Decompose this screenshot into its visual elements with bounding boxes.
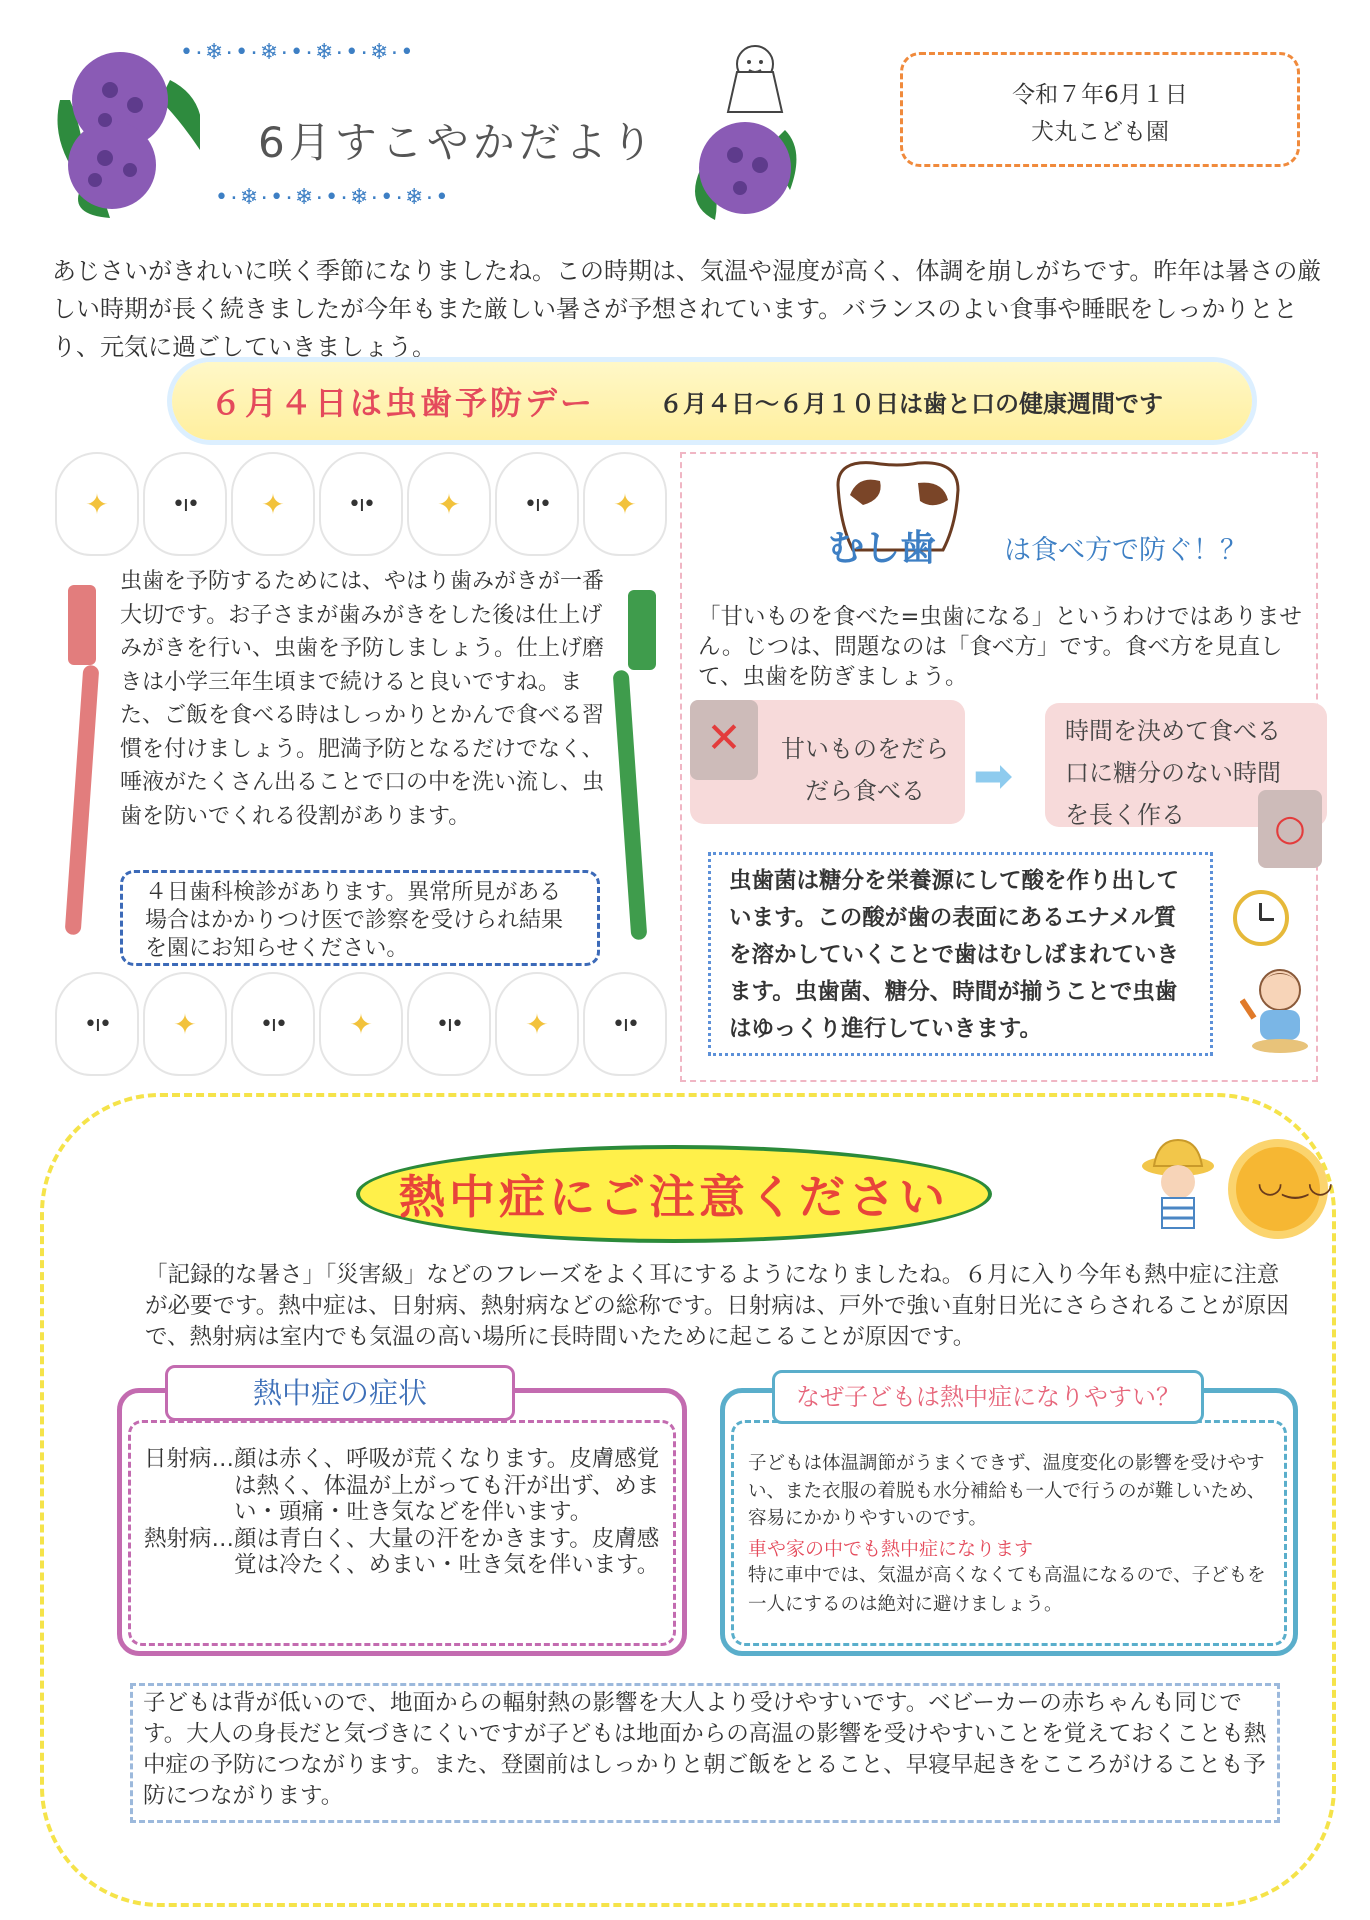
- tooth-face-icon: •ı•: [407, 972, 491, 1076]
- tooth-sparkle-icon: ✦: [319, 972, 403, 1076]
- circle-mark-icon: ○: [1258, 790, 1322, 868]
- cross-mark-icon: ✕: [690, 700, 758, 780]
- clock-hand-icon: [1260, 918, 1274, 921]
- school-name: 犬丸こども園: [1031, 119, 1169, 145]
- good-habit-line-3: を長く作る: [1065, 801, 1185, 829]
- tooth-sparkle-icon: ✦: [55, 452, 139, 556]
- rain-decoration-bottom: •٠❄٠•٠❄٠•٠❄٠•٠❄٠•: [215, 185, 449, 210]
- good-habit-line-2: 口に糖分のない時間: [1065, 759, 1281, 787]
- symptoms-list: [144, 1446, 664, 1579]
- child-eating-icon: [1240, 960, 1310, 1055]
- symptoms-title: 熱中症の症状: [165, 1365, 515, 1421]
- dental-banner: [172, 362, 1252, 440]
- dental-checkup-notice: ４日歯科検診があります。異常所見がある場合はかかりつけ医で診察を受けられ結果を園にお知らせください。: [120, 870, 600, 966]
- bad-habit-text: 甘いものをだらだら食べる: [781, 735, 949, 805]
- rain-decoration-top: •٠❄٠•٠❄٠•٠❄٠•٠❄٠•: [180, 40, 414, 65]
- brushing-paragraph: 虫歯を予防するためには、やはり歯みがきが一番大切です。お子さまが歯みがきをした後は仕上げみがきを行い、虫歯を予防しましょう。仕上げ磨きは小学三年生頃まで続けると良いですね。また、ご飯を食べる時はしっかりとかんで食べる習慣を付けましょう。肥満予防となるだけでなく、唾液がたくさん出ることで口の中を洗い流し、虫歯を防いでくれる役割があります。: [120, 569, 605, 829]
- why-children-title: なぜ子どもは熱中症になりやすい？: [772, 1370, 1204, 1424]
- banner-subtitle: ６月４日〜６月１０日は歯と口の健康週間です: [659, 389, 1164, 418]
- symptom-row-sunstroke: [144, 1446, 664, 1526]
- symptom-term: 熱射病…: [144, 1525, 235, 1552]
- tooth-face-icon: •ı•: [55, 972, 139, 1076]
- eating-habits-paragraph: 「甘いものを食べた=虫歯になる」というわけではありません。じつは、問題なのは「食べ方」です。食べ方を見直して、虫歯を防ぎましょう。: [698, 604, 1302, 690]
- arrow-right-icon: ➡: [973, 748, 1014, 804]
- tooth-face-icon: •ı•: [231, 972, 315, 1076]
- issue-date: 令和７年6月１日: [1012, 82, 1188, 108]
- tooth-sparkle-icon: ✦: [143, 972, 227, 1076]
- intro-paragraph: あじさいがきれいに咲く季節になりましたね。この時期は、気温や湿度が高く、体調を崩しがちです。昨年は暑さの厳しい時期が長く続きましたが今年もまた厳しい暑さが予想されています。バランスのよい食事や睡眠をしっかりととり、元気に過ごしていきましょう。: [52, 257, 1322, 361]
- tooth-sparkle-icon: ✦: [407, 452, 491, 556]
- hydrangea-left-icon: [50, 40, 200, 220]
- toothbrush-green-head-icon: [628, 590, 656, 670]
- tooth-face-icon: •ı•: [495, 452, 579, 556]
- child-in-hat-icon: [1138, 1138, 1218, 1248]
- good-habit-line-1: 時間を決めて食べる: [1065, 717, 1281, 745]
- hydrangea-right-icon: [690, 110, 800, 230]
- newsletter-title: 6月すこやかだより: [258, 118, 657, 167]
- tooth-sparkle-icon: ✦: [231, 452, 315, 556]
- heatstroke-title: 熱中症にご注意ください: [399, 1170, 949, 1224]
- mushiba-heading: むし歯: [828, 528, 937, 569]
- banner-main-title: ６月４日は虫歯予防デー: [210, 384, 596, 422]
- teru-teru-bozu-icon: [720, 42, 790, 117]
- toothbrush-red-head-icon: [68, 585, 96, 665]
- car-warning-heading: 車や家の中でも熱中症になります: [748, 1538, 1034, 1560]
- toothbrush-red-icon: [65, 665, 100, 935]
- tooth-row-bottom: [55, 972, 667, 1076]
- symptom-description: 顔は赤く、呼吸が荒くなります。皮膚感覚は熱く、体温が上がっても汗が出ず、めまい・頭痛・吐き気などを伴います。: [234, 1446, 660, 1525]
- tooth-face-icon: •ı•: [583, 972, 667, 1076]
- symptom-description: 顔は青白く、大量の汗をかきます。皮膚感覚は冷たく、めまい・吐き気を伴います。: [234, 1525, 660, 1578]
- tooth-face-icon: •ı•: [319, 452, 403, 556]
- tooth-sparkle-icon: ✦: [583, 452, 667, 556]
- car-warning-paragraph: 特に車中では、気温が高くなくても高温になるので、子どもを一人にするのは絶対に避けましょう。: [748, 1565, 1266, 1615]
- heatstroke-intro: 「記録的な暑さ」「災害級」などのフレーズをよく耳にするようになりましたね。６月に入り今年も熱中症に注意が必要です。熱中症は、日射病、熱射病などの総称です。日射病は、戸外で強い直射日光にさらされることが原因で、熱射病は室内でも気温の高い場所に長時間いたために起こることが原因です。: [145, 1262, 1289, 1350]
- symptom-term: 日射病…: [144, 1446, 235, 1472]
- tooth-sparkle-icon: ✦: [495, 972, 579, 1076]
- tooth-row-top: [55, 452, 667, 556]
- radiant-heat-note: 子どもは背が低いので、地面からの輻射熱の影響を大人より受けやすいです。ベビーカーの赤ちゃんも同じです。大人の身長だと気づきにくいですが子どもは地面からの高温の影響を受けやすいことを覚えておくことも熱中症の予防につながります。また、登園前はしっかりと朝ご飯をとること、早寝早起きをこころがけることも予防につながります。: [130, 1683, 1280, 1823]
- sun-face-icon: ◡‿◡: [1257, 1165, 1334, 1200]
- mushiba-subheading: は食べ方で防ぐ！？: [1004, 535, 1247, 566]
- toothbrush-green-icon: [613, 670, 648, 940]
- heatstroke-title-banner: [356, 1145, 992, 1243]
- why-children-paragraph: 子どもは体温調節がうまくできず、温度変化の影響を受けやすい、また衣服の着脱も水分補給も一人で行うのが難しいため、容易にかかりやすいのです。: [748, 1453, 1266, 1529]
- date-box: [900, 52, 1300, 167]
- cavity-explanation: 虫歯菌は糖分を栄養源にして酸を作り出しています。この酸が歯の表面にあるエナメル質を溶かしていくことで歯はむしばまれていきます。虫歯菌、糖分、時間が揃うことで虫歯はゆっくり進行していきます。: [708, 852, 1213, 1056]
- symptom-row-heatstroke: [144, 1526, 664, 1579]
- tooth-face-icon: •ı•: [143, 452, 227, 556]
